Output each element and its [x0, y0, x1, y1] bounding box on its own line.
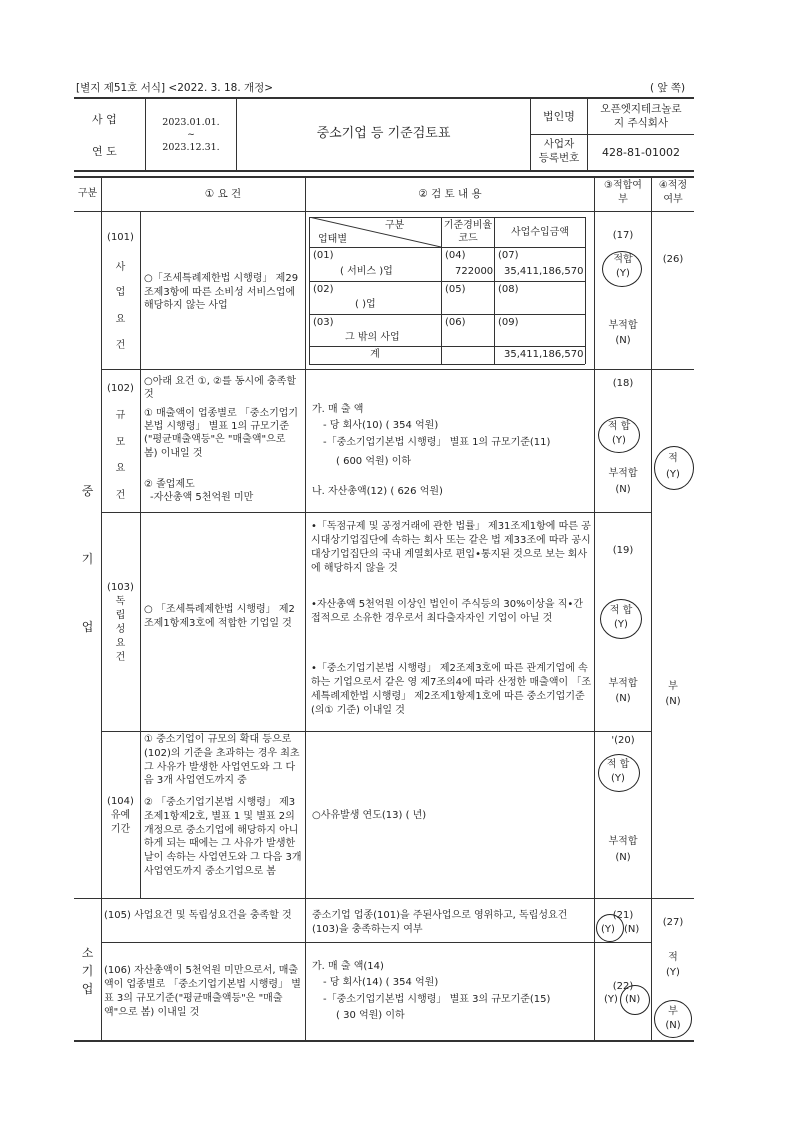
business-year-label-2: 연 도 — [92, 145, 117, 158]
row104-code: (104) — [107, 796, 134, 807]
section-sme-char-2: 기 — [81, 552, 94, 566]
row103-requirement: ○ 「조세특례제한법 시행령」 제2조제1항제3호에 적합한 기업일 것 — [144, 604, 295, 629]
row101-label-char-1: 사 — [115, 262, 126, 273]
row105-appropriate-num: (27) — [662, 917, 684, 928]
row102-cond1: ① 매출액이 업종별로 「중소기업기본법 시행령」 별표 1의 규모기준("평균매출액등"은 "매출액"으로 봄) 이내일 것 — [144, 408, 299, 459]
row104-fit-yes-2: (Y) — [611, 773, 625, 784]
year-tilde: ~ — [187, 130, 195, 140]
row101-fit-no-2: (N) — [615, 335, 631, 346]
row102-label-char-2: 모 — [115, 437, 126, 448]
row106-requirement: (106) 자산총액이 5천억원 미만으로서, 매출액이 업종별로 「중소기업기본법 시행령」 별표 3의 규모기준("평균매출액등"은 "매출액"으로 봄) 이내일 것 — [104, 965, 301, 1018]
row103-review-3: •「중소기업기본법 시행령」 제2조제3호에 따른 관계기업에 속하는 기업으로서 같은 영 제7조의4에 따라 산정한 매출액이 「조세특례제한법 시행령」 제2조제1항제1호에 따른 중소기업기준(의① 기준) 이내일 것 — [311, 663, 591, 716]
row102-cond2-1: ② 졸업제도 — [144, 479, 195, 490]
row103-label-char-4: 요 — [115, 638, 126, 649]
r1-num: (01) — [313, 250, 334, 261]
row103-label-char-1: 독 — [115, 596, 126, 607]
form-title: 중소기업 등 기준검토표 — [316, 126, 451, 141]
row104-fit-no-1: 부적합 — [608, 836, 638, 847]
row102-review-a2: -「중소기업기본법 시행령」 별표 1의 규모기준(11) — [323, 437, 551, 448]
corp-name-value-1: 오픈엣지테크놀로 — [600, 103, 682, 115]
r2-num: (02) — [313, 284, 334, 295]
row105-requirement: (105) 사업요건 및 독립성요건을 충족할 것 — [104, 910, 292, 921]
biz-reg-label-2: 등록번호 — [538, 152, 580, 164]
row103-label-char-5: 건 — [115, 652, 126, 663]
row106-fit-yes: (Y) — [604, 994, 618, 1005]
section-sme-char-1: 중 — [81, 484, 94, 498]
sme-appropriate-no-2: (N) — [665, 696, 681, 707]
section-small-char-3: 업 — [81, 982, 94, 996]
small-appropriate-no-2: (N) — [665, 1020, 681, 1031]
col-header-requirements: ① 요 건 — [204, 188, 242, 200]
r3-name: 그 밖의 사업 — [345, 332, 400, 343]
section-sme-char-3: 업 — [81, 620, 94, 634]
col-header-division: 구분 — [77, 188, 98, 199]
row102-review-a: 가. 매 출 액 — [312, 404, 364, 415]
corp-name-label: 법인명 — [543, 110, 575, 123]
r1-rev: 35,411,186,570 — [504, 266, 584, 277]
small-appropriate-yes-2: (Y) — [666, 967, 680, 978]
row104-fit-num: '(20) — [611, 735, 635, 746]
r2-name: ( )업 — [355, 299, 376, 310]
row102-review-b: 나. 자산총액(12) ( 626 억원) — [312, 486, 443, 497]
row105-fit-yes: (Y) — [601, 924, 615, 935]
total-label: 계 — [370, 349, 380, 360]
row103-review-2: •자산총액 5천억원 이상인 법인이 주식등의 30%이상을 직•간접적으로 소유한 경우로서 최다출자자인 기업이 아닐 것 — [311, 599, 583, 624]
inner-header-industry: 업태별 — [318, 234, 347, 245]
side-label: ( 앞 쪽) — [650, 82, 686, 94]
r2-rev-num: (08) — [498, 284, 519, 295]
row102-fit-yes-2: (Y) — [612, 435, 626, 446]
col-header-fit-1: ③적합여 — [604, 180, 642, 191]
row101-code: (101) — [107, 232, 134, 243]
row102-review-a3: ( 600 억원) 이하 — [336, 456, 412, 467]
row102-fit-num: (18) — [612, 378, 634, 389]
row104-label-1: 유예 — [110, 810, 131, 821]
row106-review-a3: ( 30 억원) 이하 — [336, 1010, 405, 1021]
row102-fit-yes-1: 적 합 — [607, 421, 631, 432]
row103-fit-yes-1: 적 합 — [609, 605, 633, 616]
row106-review-a: 가. 매 출 액(14) — [312, 961, 384, 972]
row101-requirement: ○「조세특례제한법 시행령」 제29조제3항에 따른 소비성 서비스업에 해당하지 않는 사업 — [144, 273, 299, 311]
row101-label-char-3: 요 — [115, 314, 126, 325]
row103-review-1: •「독점규제 및 공정거래에 관한 법률」 제31조제1항에 따른 공시대상기업집단에 속하는 회사 또는 같은 법 제33조에 따라 공시대상기업집단의 국내 계열회사로 편입•통지된 것으로 보는 회사에 해당하지 않을 것 — [311, 521, 591, 574]
col-header-appropriate-2: 여부 — [663, 194, 683, 205]
row103-fit-no-1: 부적합 — [608, 678, 638, 689]
row102-label-char-1: 규 — [115, 410, 126, 421]
row103-label-char-3: 성 — [115, 624, 126, 635]
row101-fit-num: (17) — [612, 230, 634, 241]
col-header-review: ② 검 토 내 용 — [418, 188, 482, 200]
total-rev: 35,411,186,570 — [504, 349, 584, 360]
r1-name: ( 서비스 )업 — [340, 266, 393, 277]
row103-code: (103) — [107, 582, 134, 593]
row101-label-char-2: 업 — [115, 287, 126, 298]
inner-header-revenue: 사업수입금액 — [511, 227, 569, 238]
row101-fit-yes-2: (Y) — [616, 268, 630, 279]
row103-label-char-2: 립 — [115, 610, 126, 621]
row106-fit-num: (22) — [612, 981, 634, 992]
row105-review: 중소기업 업종(101)을 주된사업으로 영위하고, 독립성요건(103)을 충족하는지 여부 — [312, 910, 568, 935]
row103-fit-num: (19) — [612, 545, 634, 556]
col-header-fit-2: 부 — [618, 194, 628, 205]
row102-code: (102) — [107, 383, 134, 394]
biz-reg-label-1: 사업자 — [543, 138, 575, 150]
small-appropriate-no-1: 부 — [668, 1006, 678, 1017]
row102-fit-no-1: 부적합 — [608, 468, 638, 479]
year-end: 2023.12.31. — [162, 142, 220, 153]
sme-appropriate-no-1: 부 — [668, 681, 678, 692]
row104-review: ○사유발생 연도(13) ( 년) — [312, 810, 427, 821]
sme-appropriate-yes-1: 적 — [668, 453, 678, 464]
row101-appropriate-num: (26) — [662, 254, 684, 265]
inner-header-code: 기준경비율코드 — [443, 220, 493, 244]
section-small-char-2: 기 — [81, 964, 94, 978]
biz-reg-value: 428-81-01002 — [602, 146, 680, 159]
row102-cond2-2: -자산총액 5천억원 미만 — [150, 492, 254, 503]
row102-review-a1: - 당 회사(10) ( 354 억원) — [323, 420, 439, 431]
sme-appropriate-yes-2: (Y) — [666, 469, 680, 480]
small-appropriate-yes-1: 적 — [668, 952, 678, 963]
row104-req-2: ② 「중소기업기본법 시행령」 제3조제1항제2호, 별표 1 및 별표 2의 개정으로 중소기업에 해당하지 아니하게 되는 때에는 그 사유가 발생한 날이 속하는 사업연도와 그 다음 3개 사업연도까지 중소기업으로 봄 — [144, 797, 302, 877]
row102-intro: ○아래 요건 ①, ②를 동시에 충족할 것 — [144, 376, 296, 400]
inner-header-division: 구분 — [385, 220, 405, 231]
corp-name-value-2: 지 주식회사 — [613, 117, 669, 129]
form-label: [별지 제51호 서식] <2022. 3. 18. 개정> — [76, 82, 274, 94]
row105-fit-no: (N) — [624, 924, 640, 935]
row104-label-2: 기간 — [110, 824, 131, 835]
row104-fit-yes-1: 적 합 — [606, 759, 630, 770]
row106-review-a1: - 당 회사(14) ( 354 억원) — [323, 977, 439, 988]
r3-code-num: (06) — [445, 317, 466, 328]
row101-fit-yes-1: 적합 — [613, 254, 633, 265]
col-header-appropriate-1: ④적정 — [658, 180, 688, 191]
row101-fit-no-1: 부적합 — [608, 320, 638, 331]
section-small-char-1: 소 — [81, 946, 94, 960]
r1-code: 722000 — [455, 266, 494, 277]
r2-code-num: (05) — [445, 284, 466, 295]
row103-fit-yes-2: (Y) — [614, 619, 628, 630]
row103-fit-no-2: (N) — [615, 693, 631, 704]
business-year-label-1: 사 업 — [92, 113, 117, 126]
row101-label-char-4: 건 — [115, 340, 126, 351]
r1-code-num: (04) — [445, 250, 466, 261]
row102-fit-no-2: (N) — [615, 484, 631, 495]
year-start: 2023.01.01. — [162, 117, 220, 128]
row102-label-char-3: 요 — [115, 463, 126, 474]
r1-rev-num: (07) — [498, 250, 519, 261]
row102-label-char-4: 건 — [115, 490, 126, 501]
row106-review-a2: -「중소기업기본법 시행령」 별표 3의 규모기준(15) — [323, 994, 551, 1005]
r3-rev-num: (09) — [498, 317, 519, 328]
r3-num: (03) — [313, 317, 334, 328]
row106-fit-no: (N) — [625, 994, 641, 1005]
row105-fit-num: (21) — [612, 910, 634, 921]
row104-req-1: ① 중소기업이 규모의 확대 등으로 (102)의 기준을 초과하는 경우 최초 그 사유가 발생한 사업연도와 그 다음 3개 사업연도까지 중 — [144, 734, 300, 787]
row104-fit-no-2: (N) — [615, 852, 631, 863]
